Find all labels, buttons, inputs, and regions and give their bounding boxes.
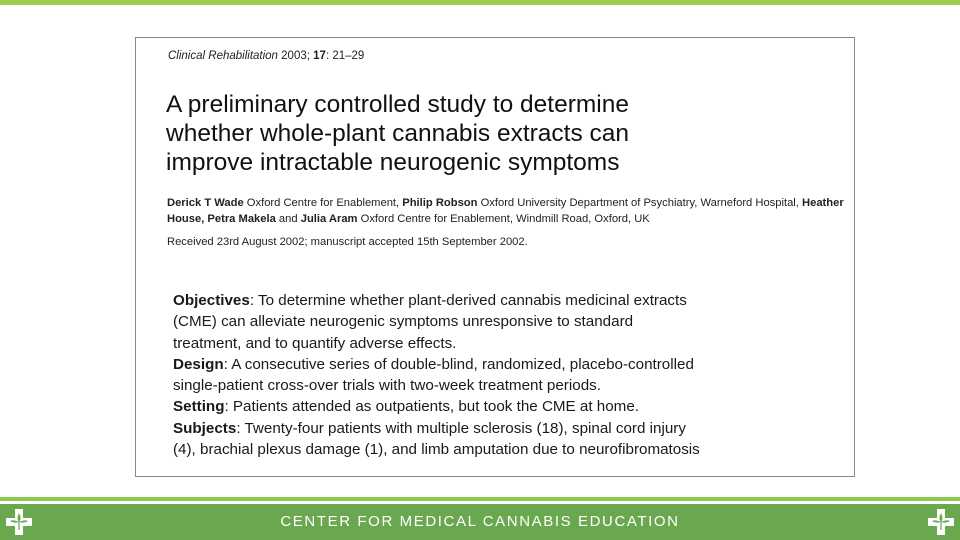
abstract <box>173 290 833 460</box>
abstract-line <box>173 396 833 417</box>
abstract-line <box>173 290 833 311</box>
objectives-text: treatment, and to quantify adverse effects. <box>173 334 457 352</box>
subjects-text: : Twenty-four patients with multiple sclerosis (18), spinal cord injury <box>236 419 686 437</box>
journal-name: Clinical Rehabilitation <box>168 50 278 62</box>
title-line: A preliminary controlled study to determine <box>166 91 629 118</box>
author-name: Derick T Wade <box>167 197 244 209</box>
cannabis-cross-logo-icon <box>927 508 955 536</box>
author-affiliations <box>167 195 847 227</box>
author-name: Heather House, Petra Makela <box>167 197 844 225</box>
setting-label: Setting <box>173 398 225 416</box>
journal-year: 2003; <box>281 50 310 62</box>
author-affiliation: Oxford University Department of Psychiatry, Warneford Hospital, <box>477 197 803 209</box>
subjects-text: (4), brachial plexus damage (1), and limb amputation due to neurofibromatosis <box>173 441 700 459</box>
author-affiliation: Oxford Centre for Enablement, Windmill Road, Oxford, UK <box>357 213 650 225</box>
footer-bar <box>0 504 960 540</box>
subjects-label: Subjects <box>173 419 237 437</box>
author-affiliation: Oxford Centre for Enablement, <box>243 197 403 209</box>
objectives-text: : To determine whether plant-derived cannabis medicinal extracts <box>249 292 687 309</box>
author-name: Philip Robson <box>402 197 478 209</box>
author-affiliation: and <box>275 213 301 225</box>
design-text: : A consecutive series of double-blind, randomized, placebo-controlled <box>223 355 694 373</box>
title-line: improve intractable neurogenic symptoms <box>166 149 620 176</box>
abstract-line <box>173 418 833 439</box>
design-label: Design <box>173 355 224 373</box>
paper-excerpt <box>135 37 855 477</box>
objectives-text: (CME) can alleviate neurogenic symptoms unresponsive to standard <box>173 313 634 331</box>
journal-volume: 17 <box>313 50 326 62</box>
title-line: whether whole-plant cannabis extracts can <box>166 120 630 147</box>
footer-title: CENTER FOR MEDICAL CANNABIS EDUCATION <box>280 513 680 530</box>
paper-title <box>166 90 826 177</box>
journal-pages: : 21–29 <box>325 50 365 62</box>
setting-text: : Patients attended as outpatients, but took the CME at home. <box>224 398 640 416</box>
abstract-line <box>173 354 833 375</box>
objectives-label: Objectives <box>173 292 250 309</box>
design-text: single-patient cross-over trials with two-week treatment periods. <box>173 377 601 395</box>
journal-citation <box>168 50 364 62</box>
top-accent-bar <box>0 0 960 5</box>
received-dates: Received 23rd August 2002; manuscript accepted 15th September 2002. <box>167 236 528 248</box>
author-name: Julia Aram <box>300 213 358 225</box>
footer-stripe <box>0 497 960 501</box>
